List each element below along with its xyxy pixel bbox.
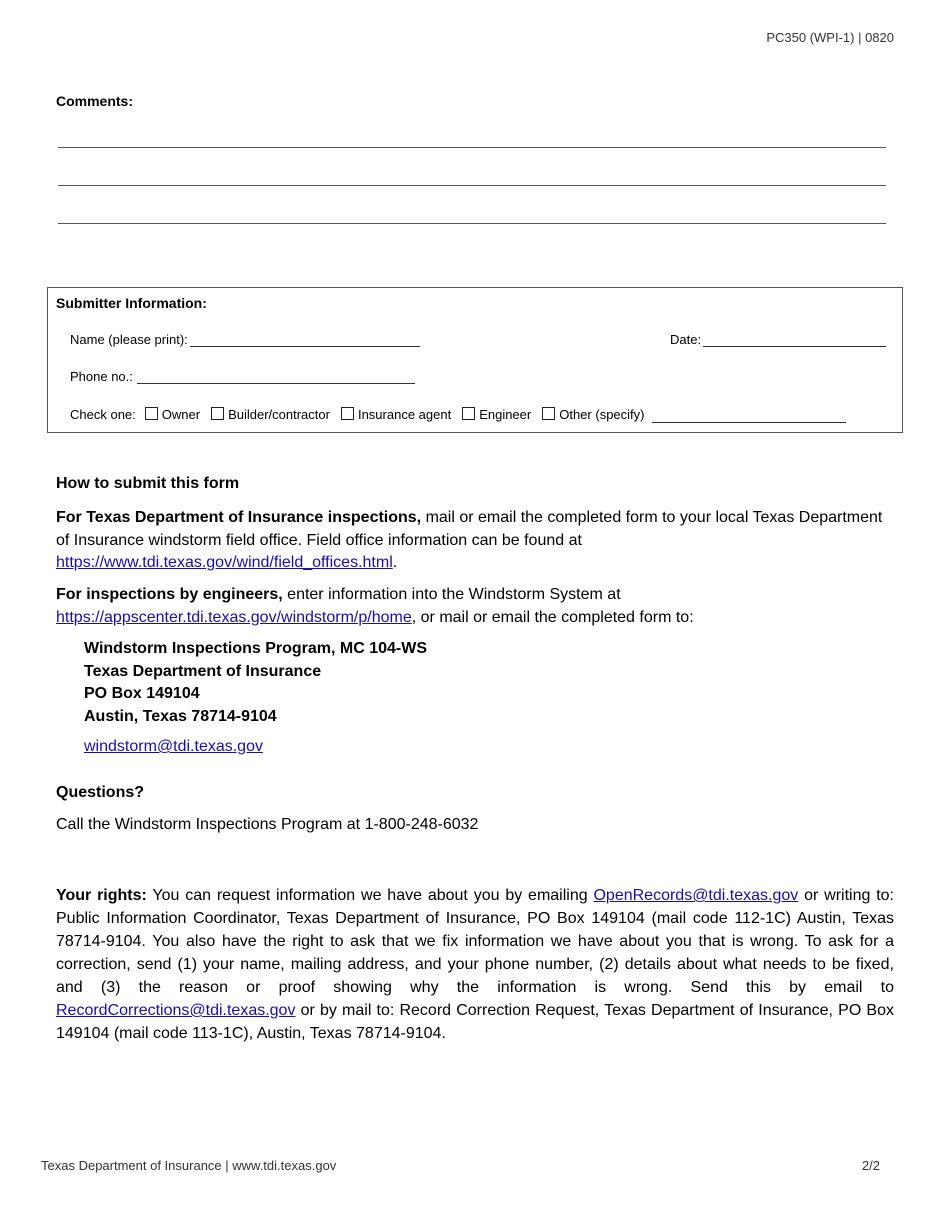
phone-field-row (70, 369, 415, 384)
open-records-email-link[interactable]: OpenRecords@tdi.texas.gov (593, 887, 799, 904)
tdi-inspections-lead: For Texas Department of Insurance inspections, (56, 509, 422, 526)
other-checkbox[interactable] (542, 407, 555, 420)
field-offices-link[interactable]: https://www.tdi.texas.gov/wind/field_offices.html (56, 554, 393, 571)
date-label: Date: (670, 332, 702, 347)
record-corrections-email-link[interactable]: RecordCorrections@tdi.texas.gov (56, 1002, 296, 1019)
check-one-label: Check one: (70, 407, 136, 422)
windstorm-system-link[interactable]: https://appscenter.tdi.texas.gov/windstorm/p/home (56, 608, 412, 626)
other-option-label: Other (specify) (559, 407, 645, 422)
address-line-1: Windstorm Inspections Program, MC 104-WS (84, 640, 428, 657)
owner-option-label: Owner (161, 407, 201, 422)
engineer-checkbox[interactable] (462, 407, 475, 420)
engineer-inspections-end: , or mail or email the completed form to: (411, 608, 694, 626)
tdi-inspections-text: mail or email the completed form to your local Texas Department of Insurance windstorm field office. Field office information can be found at (56, 509, 883, 549)
insurance-agent-option-label: Insurance agent (357, 407, 452, 422)
mailing-address (84, 638, 427, 728)
windstorm-email-row (84, 738, 263, 756)
name-input[interactable] (190, 334, 420, 347)
engineer-inspections-lead: For inspections by engineers, (56, 586, 283, 603)
engineer-option-label: Engineer (479, 407, 532, 422)
form-id: PC350 (WPI-1) | 0820 (766, 30, 894, 45)
how-to-submit-heading: How to submit this form (56, 475, 240, 492)
submitter-type-row (70, 407, 846, 422)
name-field-row (70, 332, 420, 347)
insurance-agent-checkbox[interactable] (341, 407, 354, 420)
engineer-inspections-text: enter information into the Windstorm System at (282, 586, 621, 603)
windstorm-email-link[interactable]: windstorm@tdi.texas.gov (84, 738, 263, 755)
rights-text-1: You can request information we have about you by emailing (146, 887, 594, 904)
engineer-inspections-paragraph (56, 584, 896, 629)
address-line-2: Texas Department of Insurance (84, 662, 322, 680)
questions-text: Call the Windstorm Inspections Program at 1-800-248-6032 (56, 816, 479, 833)
owner-checkbox[interactable] (145, 407, 158, 420)
other-specify-input[interactable] (652, 410, 846, 423)
rights-lead: Your rights: (56, 887, 147, 904)
comment-line-1[interactable] (58, 147, 886, 148)
tdi-inspections-end: . (392, 554, 398, 571)
phone-label: Phone no.: (70, 369, 133, 384)
rights-text-2: or writing to: Public Information Coordinator, Texas Department of Insurance, PO Box 149104 (mail code 112-1C) Austin, Texas 78714-9104. You also have the right to ask that we fix information we have about you that is wrong. To ask for a correction, send (1) your name, mailing address, and your phone number, (2) details about what needs to be fixed, and (3) the reason or proof showing why the information is wrong. Send this by email to (56, 887, 894, 996)
footer-agency: Texas Department of Insurance | www.tdi.texas.gov (41, 1158, 337, 1173)
phone-input[interactable] (137, 371, 415, 384)
tdi-inspections-paragraph (56, 507, 896, 575)
comments-label: Comments: (56, 93, 134, 109)
comment-line-2[interactable] (58, 185, 886, 186)
date-input[interactable] (703, 334, 886, 347)
comment-line-3[interactable] (58, 223, 886, 224)
name-label: Name (please print): (70, 332, 188, 347)
rights-paragraph (56, 884, 894, 1045)
submitter-info-title: Submitter Information: (56, 295, 207, 311)
address-line-4: Austin, Texas 78714-9104 (84, 707, 277, 725)
builder-contractor-checkbox[interactable] (211, 407, 224, 420)
date-field-row (670, 332, 886, 347)
questions-heading: Questions? (56, 784, 145, 801)
rights-text-3: or by mail to: Record Correction Request, Texas Department of Insurance, PO Box 149104 (mail code 113-1C), Austin, Texas 78714-9104. (56, 1002, 894, 1042)
builder-contractor-option-label: Builder/contractor (228, 407, 330, 422)
page-number: 2/2 (861, 1158, 880, 1173)
address-line-3: PO Box 149104 (84, 685, 200, 702)
